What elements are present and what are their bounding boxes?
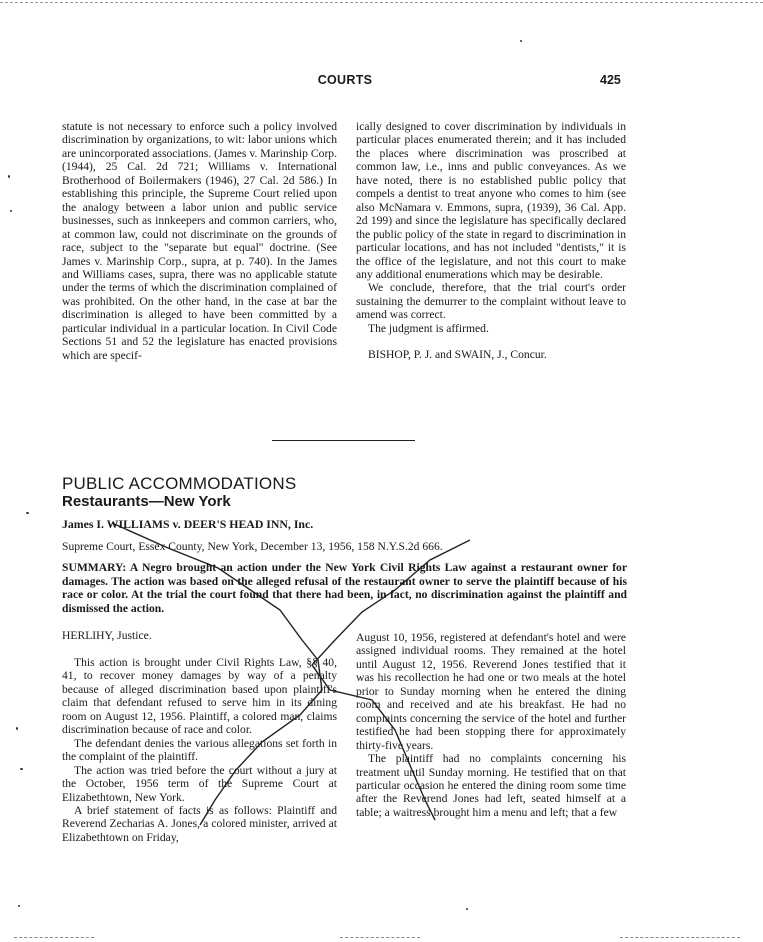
section-subheading: Restaurants—New York: [62, 493, 231, 510]
case-title: James I. WILLIAMS v. DEER'S HEAD INN, Inc.: [62, 517, 314, 531]
bottom-scan-edge: [340, 937, 420, 938]
paragraph: statute is not necessary to enforce such a policy involved discrimination by organizations, to wit: labor unions which are unincorporated associations. (James v. Marinship Corp. (1944), 25 Cal. 2d 721; Williams v. International Brotherhood of Boilermakers (1946), 27 Cal. 2d 586.) In establishing this principle, the Supreme Court relied upon the analogy between a labor union and public service businesses, such as innkeepers and common carriers, who, at common law, could not discriminate on the grounds of race, subject to the "separate but equal" doctrine. (See James v. Marinship Corp., supra, at p. 740). In the James and Williams cases, supra, there was no applicable statute under the terms of which the discrimination complained of was prohibited. On the other hand, in the case at bar the discrimination is alleged to have been committed by a particular individual in a particular location. In Civil Code Sections 51 and 52 the legislature has enacted provisions which are specif-: [62, 120, 337, 362]
left-column-top: [62, 120, 337, 362]
case-summary: SUMMARY: A Negro brought an action under the New York Civil Rights Law against a restaurant owner for damages. The action was based on the alleged refusal of the restaurant owner to serve the plaintiff because of his race or color. At the trial the court found that there had been, in fact, no discrimination against the plaintiff and dismissed the action.: [62, 561, 627, 615]
paragraph: The judgment is affirmed.: [368, 321, 489, 335]
paragraph: ically designed to cover discrimination by individuals in particular places enumerated therein; and it has included the places where discrimination was proscribed at common law, i.e., inns and public conveyances. As we have noted, there is no established public policy that compels a dentist to treat anyone who comes to him (see also McNamara v. Emmons, supra, (1939), 36 Cal. App. 2d 199) and since the legislature has specifically declared the public policy of the state in regard to discrimination in particular locations, and has not included "dentists," it is the office of the legislature, and not this court to make any additional enumerations which may be desirable.: [356, 120, 626, 281]
scan-speck: [18, 905, 20, 907]
page-number: 425: [600, 73, 621, 87]
left-column-bottom: [62, 656, 337, 844]
bottom-scan-edge: [620, 937, 740, 938]
section-heading: PUBLIC ACCOMMODATIONS: [62, 474, 297, 493]
paragraph: The action was tried before the court without a jury at the October, 1956 term of the Supreme Court at Elizabethtown, New York.: [62, 763, 337, 804]
paragraph: We conclude, therefore, that the trial court's order sustaining the demurrer to the complaint without leave to amend was correct.: [356, 281, 626, 322]
scan-speck: [10, 210, 12, 212]
scan-speck: [520, 40, 522, 42]
paragraph: A brief statement of facts is as follows: Plaintiff and Reverend Zecharias A. Jones, a colored minister, arrived at Elizabethtown on Friday,: [62, 803, 337, 844]
paragraph: The defendant denies the various allegations set forth in the complaint of the plaintiff.: [62, 736, 337, 764]
court-citation: Supreme Court, Essex County, New York, December 13, 1956, 158 N.Y.S.2d 666.: [62, 540, 443, 553]
section-divider: [272, 440, 415, 441]
right-column-bottom: [356, 631, 626, 819]
scan-speck: [16, 727, 18, 730]
paragraph: This action is brought under Civil Rights Law, §§ 40, 41, to recover money damages by way of a penalty because of alleged discrimination based upon plaintiff's claim that defendant refused to serve him in its dining room on August 12, 1956. Plaintiff, a colored man, claims discrimination because of race and color.: [62, 656, 337, 737]
running-header-title: COURTS: [317, 73, 373, 87]
scan-speck: [466, 908, 468, 910]
top-scan-edge: [0, 2, 763, 3]
bottom-scan-edge: [14, 937, 94, 938]
scan-speck: [26, 512, 29, 514]
scan-speck: [20, 768, 23, 770]
judge-name: HERLIHY, Justice.: [62, 629, 152, 642]
concurrence-line: BISHOP, P. J. and SWAIN, J., Concur.: [368, 348, 547, 362]
paragraph: The plaintiff had no complaints concerning his treatment until Sunday morning. He testified that on that particular occasion he entered the dining room some time after the Reverend Jones had left, seated himself at a table; a waitress brought him a menu and left; that a few: [356, 752, 626, 819]
paragraph: August 10, 1956, registered at defendant's hotel and were assigned individual rooms. They remained at the hotel until August 12, 1956. Reverend Jones testified that it was his recollection he had one or two meals at the hotel prior to Sunday morning when he entered the dining room and received and ate his breakfast. He had no complaints concerning the service of the hotel and further testified he had been stopping there for approximately thirty-five years.: [356, 631, 626, 752]
right-column-top: [356, 120, 626, 362]
scan-speck: [8, 175, 10, 178]
